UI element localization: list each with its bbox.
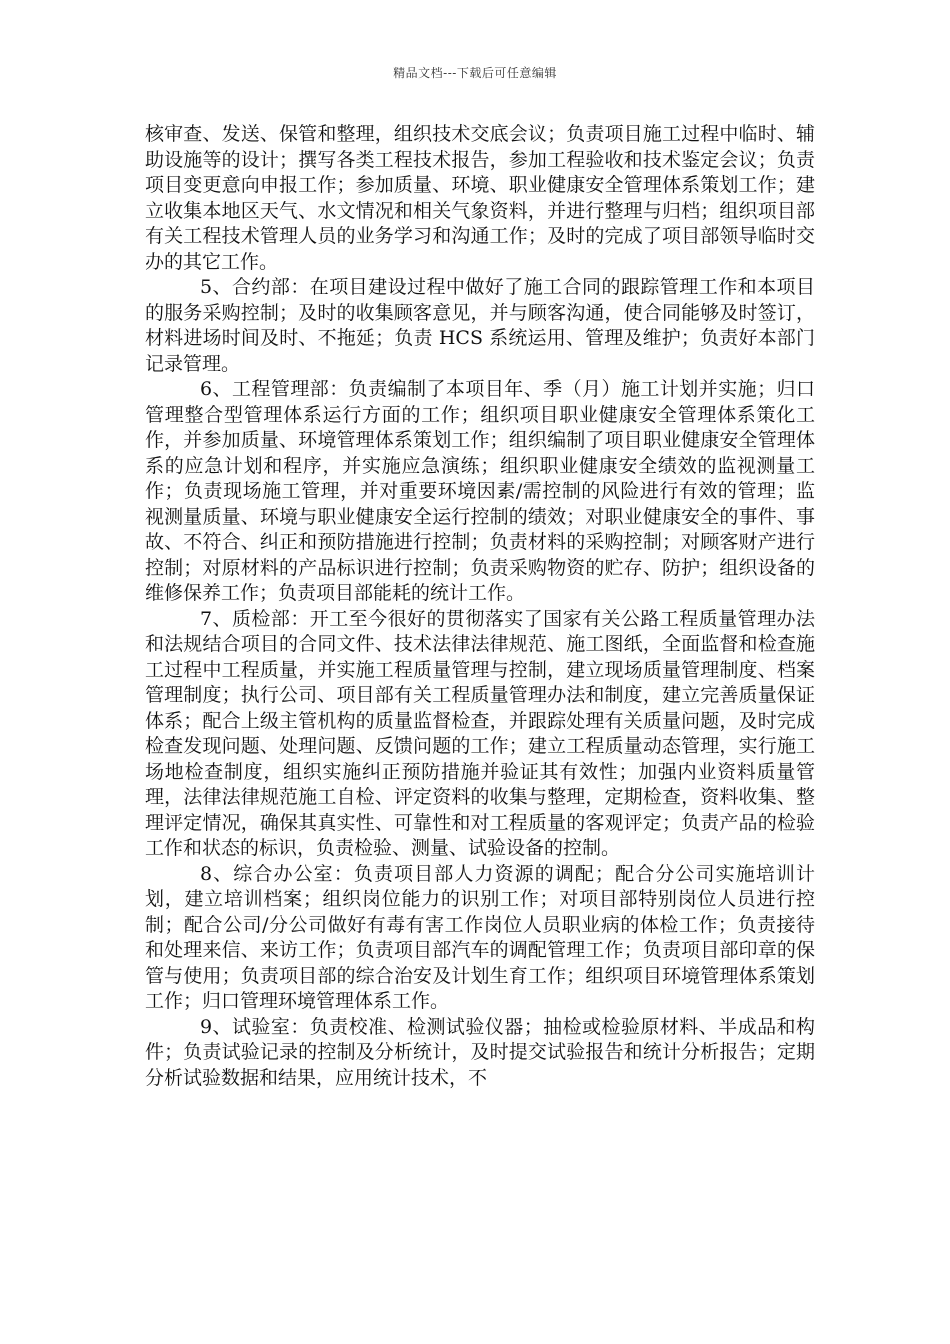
paragraph-laboratory: 9、试验室：负责校准、检测试验仪器；抽检或检验原材料、半成品和构件；负责试验记录的控制及分析统计，及时提交试验报告和统计分析报告；定期分析试验数据和结果，应用统计技术，不 (145, 1015, 815, 1089)
paragraph-general-office: 8、综合办公室：负责项目部人力资源的调配；配合分公司实施培训计划，建立培训档案；组织岗位能力的识别工作；对项目部特别岗位人员进行控制；配合公司/分公司做好有毒有害工作岗位人员职业病的体检工作；负责接待和处理来信、来访工作；负责项目部汽车的调配管理工作；负责项目部印章的保管与使用；负责项目部的综合治安及计划生育工作；组织项目环境管理体系策划工作；归口管理环境管理体系工作。 (145, 862, 815, 1012)
paragraph-technical-continued: 核审查、发送、保管和整理，组织技术交底会议；负责项目施工过程中临时、辅助设施等的设计；撰写各类工程技术报告，参加工程验收和技术鉴定会议；负责项目变更意向申报工作；参加质量、环境、职业健康安全管理体系策划工作；建立收集本地区天气、水文情况和相关气象资料，并进行整理与归档；组织项目部有关工程技术管理人员的业务学习和沟通工作；及时的完成了项目部领导临时交办的其它工作。 (145, 123, 815, 273)
page-header: 精品文档---下载后可任意编辑 (393, 66, 557, 80)
paragraph-quality-dept: 7、质检部：开工至今很好的贯彻落实了国家有关公路工程质量管理办法和法规结合项目的合同文件、技术法律法律规范、施工图纸，全面监督和检查施工过程中工程质量，并实施工程质量管理与控制，建立现场质量管理制度、档案管理制度；执行公司、项目部有关工程质量管理办法和制度，建立完善质量保证体系；配合上级主管机构的质量监督检查，并跟踪处理有关质量问题，及时完成检查发现问题、处理问题、反馈问题的工作；建立工程质量动态管理，实行施工场地检查制度，组织实施纠正预防措施并验证其有效性；加强内业资料质量管理，法律法律规范施工自检、评定资料的收集与整理，定期检查，资料收集、整理评定情况，确保其真实性、可靠性和对工程质量的客观评定；负责产品的检验工作和状态的标识，负责检验、测量、试验设备的控制。 (145, 607, 815, 859)
paragraph-contract-dept: 5、合约部：在项目建设过程中做好了施工合同的跟踪管理工作和本项目的服务采购控制；及时的收集顾客意见，并与顾客沟通，使合同能够及时签订，材料进场时间及时、不拖延；负责 HCS 系统运用、管理及维护；负责好本部门记录管理。 (145, 276, 815, 375)
paragraph-engineering-dept: 6、工程管理部：负责编制了本项目年、季（月）施工计划并实施；归口管理整合型管理体系运行方面的工作；组织项目职业健康安全管理体系策化工作，并参加质量、环境管理体系策划工作；组织编制了项目职业健康安全管理体系的应急计划和程序，并实施应急演练；组织职业健康安全绩效的监视测量工作；负责现场施工管理，并对重要环境因素/需控制的风险进行有效的管理；监视测量质量、环境与职业健康安全运行控制的绩效；对职业健康安全的事件、事故、不符合、纠正和预防措施进行控制；负责材料的采购控制；对顾客财产进行控制；对原材料的产品标识进行控制；负责采购物资的贮存、防护；组织设备的维修保养工作；负责项目部能耗的统计工作。 (145, 378, 815, 604)
document-body (145, 122, 815, 1091)
